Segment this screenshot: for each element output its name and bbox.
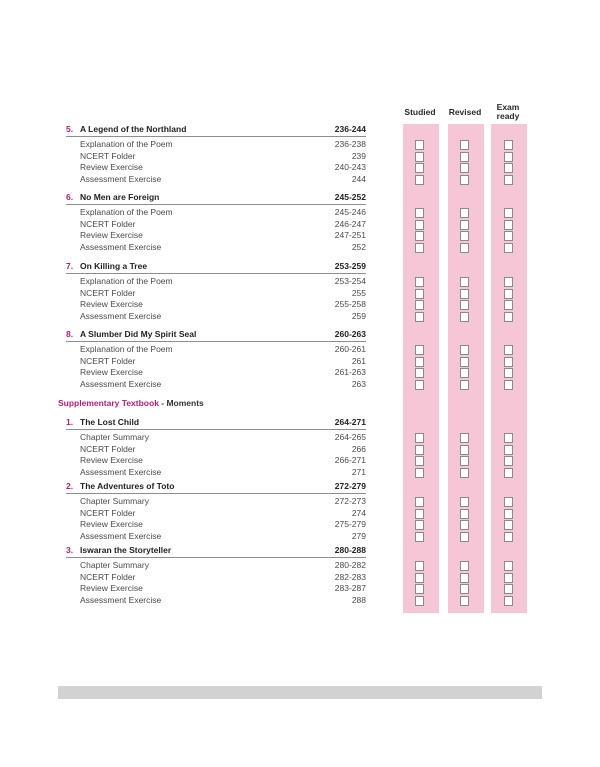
topic-pages: 282-283	[334, 572, 366, 582]
revised-checkbox[interactable]	[460, 561, 469, 571]
exam-ready-checkbox[interactable]	[504, 573, 513, 583]
chapter-number: 3.	[66, 545, 74, 555]
studied-checkbox[interactable]	[415, 345, 424, 355]
studied-checkbox[interactable]	[415, 163, 424, 173]
exam-ready-checkbox[interactable]	[504, 220, 513, 230]
exam-ready-checkbox[interactable]	[504, 520, 513, 530]
topic-pages: 240-243	[334, 162, 366, 172]
topic-label: NCERT Folder	[80, 508, 136, 518]
topic-row	[80, 531, 366, 542]
topic-row	[80, 595, 366, 606]
topic-pages: 283-287	[334, 583, 366, 593]
exam-ready-checkbox[interactable]	[504, 584, 513, 594]
chapter-heading	[66, 124, 366, 137]
chapter-number: 2.	[66, 481, 74, 491]
topic-label: Review Exercise	[80, 519, 143, 529]
chapter-title: On Killing a Tree	[80, 261, 148, 271]
topic-pages: 266-271	[334, 455, 366, 465]
studied-checkbox[interactable]	[415, 596, 424, 606]
topic-pages: 244	[351, 174, 366, 184]
studied-checkbox[interactable]	[415, 152, 424, 162]
topic-label: Assessment Exercise	[80, 174, 162, 184]
studied-checkbox[interactable]	[415, 289, 424, 299]
chapter-pages: 236-244	[334, 124, 366, 134]
studied-checkbox[interactable]	[415, 573, 424, 583]
chapter-heading	[66, 481, 366, 494]
studied-checkbox[interactable]	[415, 433, 424, 443]
studied-checkbox[interactable]	[415, 277, 424, 287]
revised-checkbox[interactable]	[460, 497, 469, 507]
supplementary-label: Supplementary Textbook	[58, 398, 159, 408]
chapter-title: A Legend of the Northland	[80, 124, 187, 134]
studied-checkbox[interactable]	[415, 357, 424, 367]
studied-checkbox[interactable]	[415, 532, 424, 542]
topic-label: NCERT Folder	[80, 572, 136, 582]
exam-ready-checkbox[interactable]	[504, 357, 513, 367]
topic-label: Assessment Exercise	[80, 379, 162, 389]
topic-pages: 245-246	[334, 207, 366, 217]
exam-ready-checkbox[interactable]	[504, 433, 513, 443]
topic-label: Explanation of the Poem	[80, 276, 173, 286]
chapter-title: A Slumber Did My Spirit Seal	[80, 329, 197, 339]
revised-checkbox[interactable]	[460, 289, 469, 299]
topic-label: Assessment Exercise	[80, 531, 162, 541]
revised-checkbox[interactable]	[460, 573, 469, 583]
topic-pages: 255	[351, 288, 366, 298]
topic-label: Review Exercise	[80, 230, 143, 240]
exam-ready-checkbox[interactable]	[504, 277, 513, 287]
chapter-number: 8.	[66, 329, 74, 339]
exam-ready-checkbox[interactable]	[504, 163, 513, 173]
footer-bar	[58, 686, 542, 699]
revised-checkbox[interactable]	[460, 231, 469, 241]
topic-label: Chapter Summary	[80, 496, 149, 506]
revised-checkbox[interactable]	[460, 456, 469, 466]
topic-pages: 272-273	[334, 496, 366, 506]
topic-label: Assessment Exercise	[80, 311, 162, 321]
studied-checkbox[interactable]	[415, 368, 424, 378]
chapter-number: 6.	[66, 192, 74, 202]
topic-pages: 261	[351, 356, 366, 366]
column-revised-header: Revised	[448, 107, 482, 117]
studied-checkbox[interactable]	[415, 300, 424, 310]
exam-ready-checkbox[interactable]	[504, 345, 513, 355]
revised-checkbox[interactable]	[460, 300, 469, 310]
topic-pages: 271	[351, 467, 366, 477]
studied-checkbox[interactable]	[415, 312, 424, 322]
topic-label: Review Exercise	[80, 455, 143, 465]
studied-checkbox[interactable]	[415, 445, 424, 455]
topic-label: Assessment Exercise	[80, 467, 162, 477]
revised-checkbox[interactable]	[460, 468, 469, 478]
topic-row	[80, 344, 366, 355]
topic-row	[80, 230, 366, 241]
topic-label: Assessment Exercise	[80, 595, 162, 605]
exam-ready-checkbox[interactable]	[504, 140, 513, 150]
exam-ready-checkbox[interactable]	[504, 532, 513, 542]
topic-pages: 288	[351, 595, 366, 605]
studied-checkbox[interactable]	[415, 175, 424, 185]
chapter-heading	[66, 329, 366, 342]
exam-ready-checkbox[interactable]	[504, 509, 513, 519]
studied-checkbox[interactable]	[415, 220, 424, 230]
revised-checkbox[interactable]	[460, 509, 469, 519]
studied-checkbox[interactable]	[415, 243, 424, 253]
exam-ready-checkbox[interactable]	[504, 380, 513, 390]
topic-label: NCERT Folder	[80, 288, 136, 298]
chapter-pages: 280-288	[334, 545, 366, 555]
topic-row	[80, 207, 366, 218]
revised-checkbox[interactable]	[460, 345, 469, 355]
exam-ready-checkbox[interactable]	[504, 175, 513, 185]
revised-checkbox[interactable]	[460, 152, 469, 162]
topic-row	[80, 572, 366, 583]
revised-checkbox[interactable]	[460, 584, 469, 594]
exam-ready-line2: ready	[496, 111, 520, 121]
topic-row	[80, 288, 366, 299]
topic-pages: 247-251	[334, 230, 366, 240]
exam-ready-checkbox[interactable]	[504, 561, 513, 571]
revised-checkbox[interactable]	[460, 243, 469, 253]
topic-row	[80, 139, 366, 150]
topic-row	[80, 219, 366, 230]
topic-pages: 246-247	[334, 219, 366, 229]
revised-checkbox[interactable]	[460, 277, 469, 287]
topic-label: Chapter Summary	[80, 560, 149, 570]
exam-ready-checkbox[interactable]	[504, 289, 513, 299]
topic-row	[80, 455, 366, 466]
chapter-heading	[66, 192, 366, 205]
chapter-number: 7.	[66, 261, 74, 271]
topic-pages: 260-261	[334, 344, 366, 354]
topic-pages: 274	[351, 508, 366, 518]
chapter-title: The Lost Child	[80, 417, 140, 427]
exam-ready-checkbox[interactable]	[504, 445, 513, 455]
exam-ready-line1: Exam	[496, 102, 520, 112]
studied-checkbox[interactable]	[415, 231, 424, 241]
chapter-number: 5.	[66, 124, 74, 134]
studied-checkbox[interactable]	[415, 208, 424, 218]
revised-checkbox[interactable]	[460, 433, 469, 443]
exam-ready-checkbox[interactable]	[504, 231, 513, 241]
topic-pages: 239	[351, 151, 366, 161]
topic-pages: 261-263	[334, 367, 366, 377]
exam-ready-checkbox[interactable]	[504, 368, 513, 378]
supplementary-suffix: - Moments	[158, 398, 204, 408]
column-studied-header: Studied	[404, 107, 436, 117]
exam-ready-checkbox[interactable]	[504, 596, 513, 606]
topic-pages: 253-254	[334, 276, 366, 286]
topic-label: Explanation of the Poem	[80, 207, 173, 217]
studied-checkbox[interactable]	[415, 497, 424, 507]
column-exam-ready-header	[486, 103, 530, 121]
exam-ready-checkbox[interactable]	[504, 312, 513, 322]
topic-label: NCERT Folder	[80, 356, 136, 366]
revised-checkbox[interactable]	[460, 445, 469, 455]
revised-checkbox[interactable]	[460, 175, 469, 185]
topic-row	[80, 508, 366, 519]
exam-ready-checkbox[interactable]	[504, 468, 513, 478]
topic-pages: 280-282	[334, 560, 366, 570]
chapter-pages: 260-263	[334, 329, 366, 339]
studied-checkbox[interactable]	[415, 140, 424, 150]
topic-label: NCERT Folder	[80, 444, 136, 454]
chapter-title: Iswaran the Storyteller	[80, 545, 172, 555]
revised-checkbox[interactable]	[460, 532, 469, 542]
topic-pages: 259	[351, 311, 366, 321]
revised-checkbox[interactable]	[460, 208, 469, 218]
topic-row	[80, 519, 366, 530]
studied-checkbox[interactable]	[415, 380, 424, 390]
topic-pages: 266	[351, 444, 366, 454]
topic-row	[80, 151, 366, 162]
topic-label: Assessment Exercise	[80, 242, 162, 252]
exam-ready-checkbox[interactable]	[504, 300, 513, 310]
topic-row	[80, 432, 366, 443]
topic-row	[80, 367, 366, 378]
revised-checkbox[interactable]	[460, 220, 469, 230]
topic-row	[80, 379, 366, 390]
topic-row	[80, 174, 366, 185]
topic-row	[80, 276, 366, 287]
topic-label: NCERT Folder	[80, 219, 136, 229]
topic-label: Review Exercise	[80, 162, 143, 172]
chapter-title: The Adventures of Toto	[80, 481, 175, 491]
topic-row	[80, 242, 366, 253]
topic-row	[80, 496, 366, 507]
revised-checkbox[interactable]	[460, 163, 469, 173]
revised-checkbox[interactable]	[460, 140, 469, 150]
topic-pages: 263	[351, 379, 366, 389]
topic-label: Review Exercise	[80, 367, 143, 377]
studied-checkbox[interactable]	[415, 520, 424, 530]
topic-row	[80, 583, 366, 594]
chapter-heading	[66, 261, 366, 274]
topic-pages: 252	[351, 242, 366, 252]
topic-row	[80, 311, 366, 322]
topic-label: Explanation of the Poem	[80, 139, 173, 149]
revised-checkbox[interactable]	[460, 380, 469, 390]
chapter-pages: 253-259	[334, 261, 366, 271]
studied-checkbox[interactable]	[415, 561, 424, 571]
revised-checkbox[interactable]	[460, 596, 469, 606]
topic-label: Chapter Summary	[80, 432, 149, 442]
topic-label: Review Exercise	[80, 299, 143, 309]
topic-row	[80, 356, 366, 367]
topic-pages: 264-265	[334, 432, 366, 442]
chapter-pages: 264-271	[334, 417, 366, 427]
topic-label: Explanation of the Poem	[80, 344, 173, 354]
exam-ready-checkbox[interactable]	[504, 456, 513, 466]
exam-ready-checkbox[interactable]	[504, 243, 513, 253]
topic-row	[80, 560, 366, 571]
topic-row	[80, 162, 366, 173]
topic-pages: 255-258	[334, 299, 366, 309]
chapter-heading	[66, 545, 366, 558]
exam-ready-checkbox[interactable]	[504, 208, 513, 218]
chapter-pages: 245-252	[334, 192, 366, 202]
revised-checkbox[interactable]	[460, 312, 469, 322]
topic-pages: 275-279	[334, 519, 366, 529]
topic-pages: 236-238	[334, 139, 366, 149]
exam-ready-checkbox[interactable]	[504, 497, 513, 507]
studied-checkbox[interactable]	[415, 468, 424, 478]
exam-ready-checkbox[interactable]	[504, 152, 513, 162]
topic-row	[80, 467, 366, 478]
revised-checkbox[interactable]	[460, 520, 469, 530]
topic-row	[80, 444, 366, 455]
studied-checkbox[interactable]	[415, 456, 424, 466]
chapter-heading	[66, 417, 366, 430]
topic-row	[80, 299, 366, 310]
studied-checkbox[interactable]	[415, 584, 424, 594]
revised-checkbox[interactable]	[460, 368, 469, 378]
topic-pages: 279	[351, 531, 366, 541]
topic-label: NCERT Folder	[80, 151, 136, 161]
topic-label: Review Exercise	[80, 583, 143, 593]
chapter-pages: 272-279	[334, 481, 366, 491]
chapter-number: 1.	[66, 417, 74, 427]
studied-checkbox[interactable]	[415, 509, 424, 519]
supplementary-section-heading	[58, 398, 204, 408]
revised-checkbox[interactable]	[460, 357, 469, 367]
chapter-title: No Men are Foreign	[80, 192, 160, 202]
